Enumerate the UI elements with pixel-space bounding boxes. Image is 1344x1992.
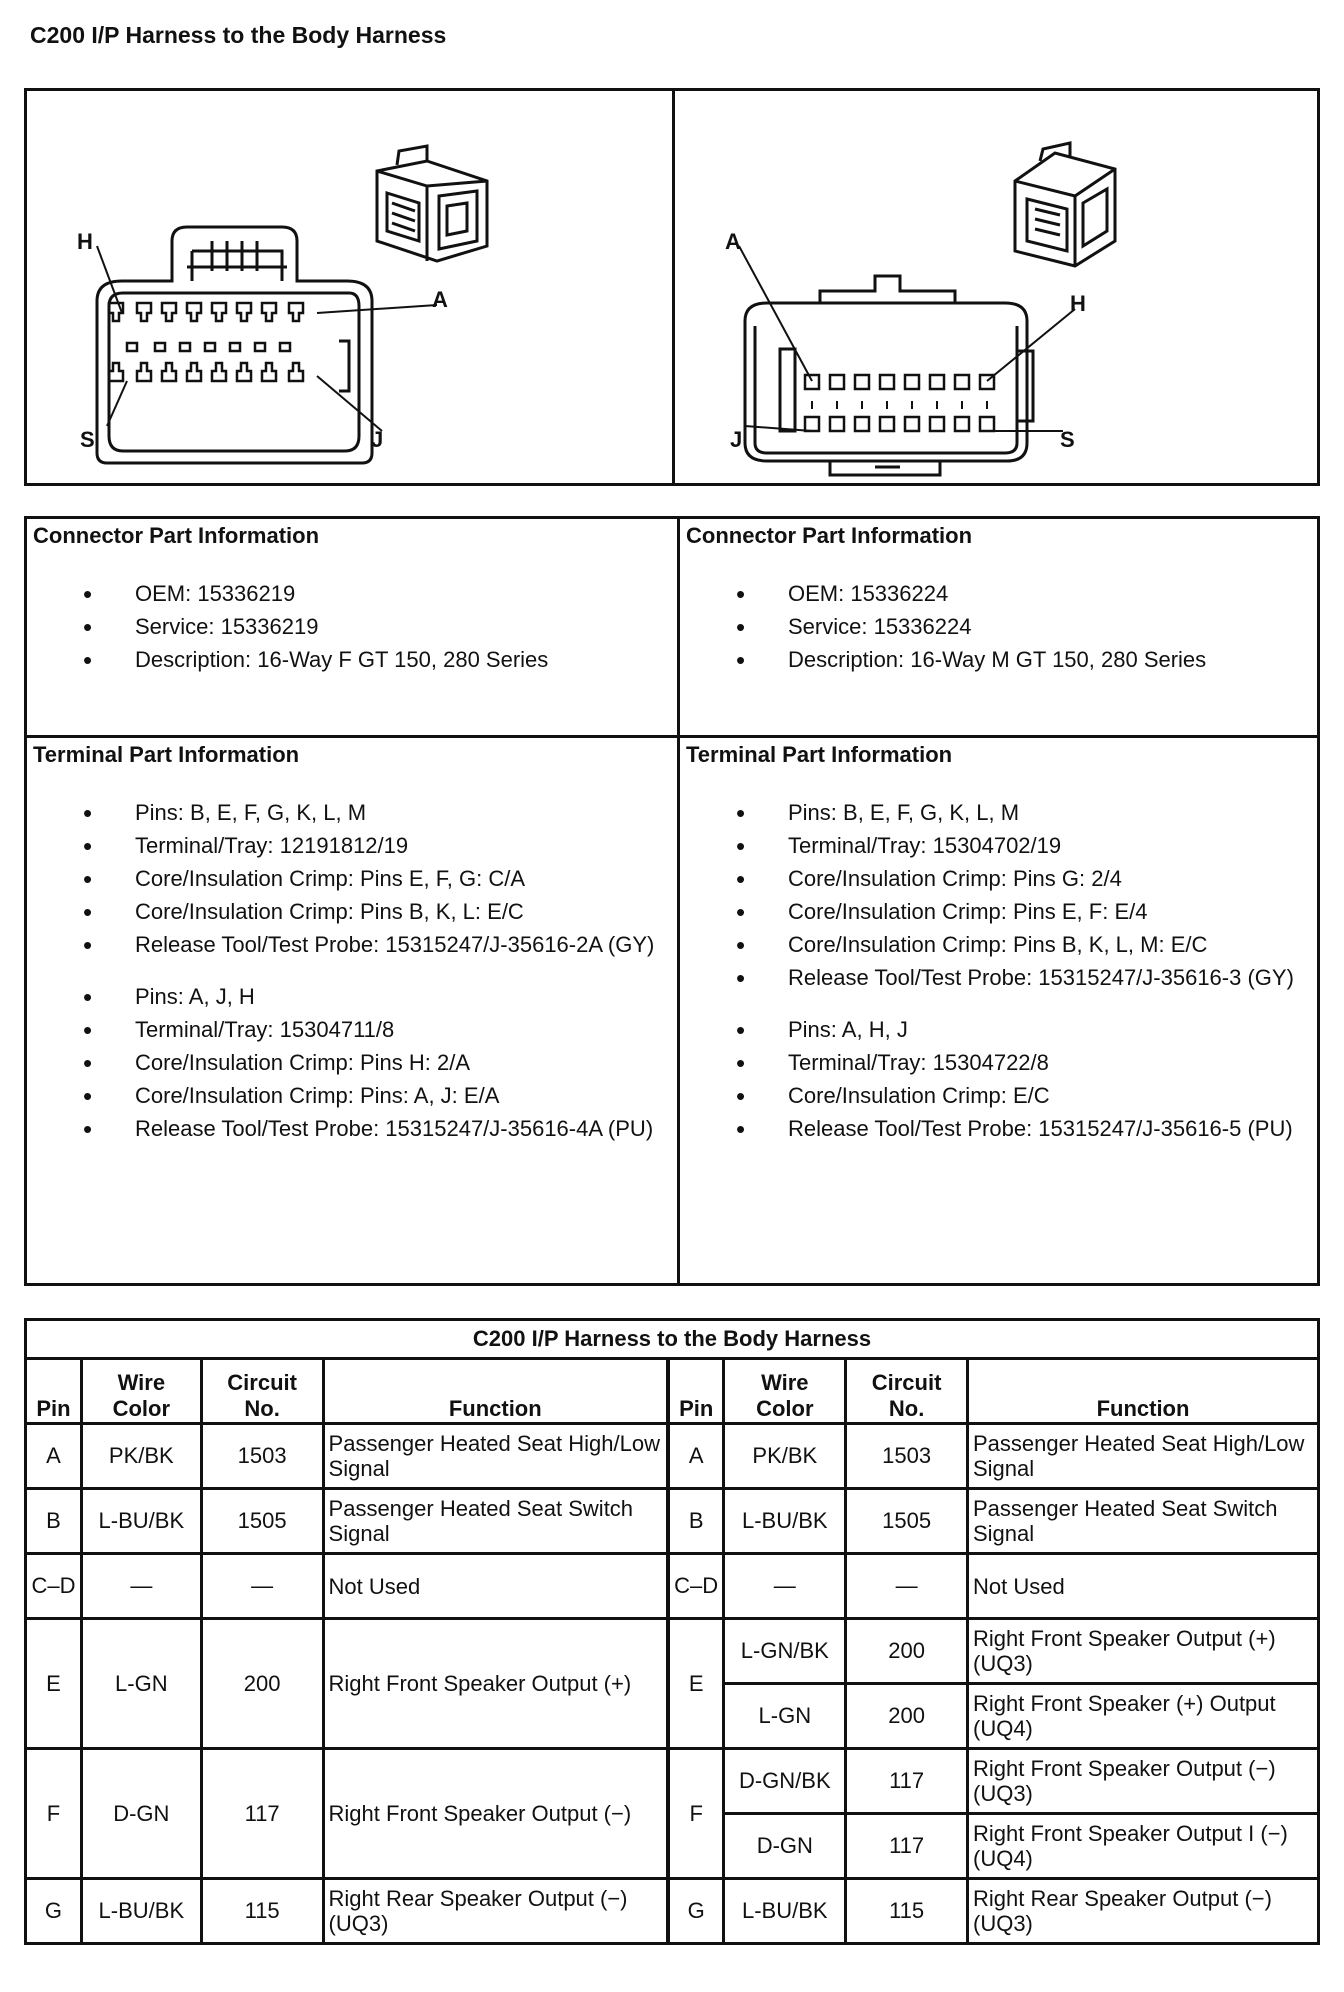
header-wire-color: Wire Color — [81, 1359, 201, 1424]
right-leader-lines — [739, 246, 1075, 431]
function-cell: Right Rear Speaker Output (−) (UQ3) — [968, 1879, 1319, 1944]
table-header-row — [26, 1359, 1319, 1424]
list-item: • Description: 16-Way F GT 150, 280 Series — [135, 647, 671, 673]
list-item: • OEM: 15336224 — [788, 581, 1314, 607]
terminal-info-left-group2 — [33, 984, 671, 1142]
function-cell: Not Used — [968, 1554, 1319, 1619]
function-cell: Right Front Speaker Output (+) (UQ3) — [968, 1619, 1319, 1684]
right-middle-row — [812, 401, 987, 409]
list-item: • Terminal/Tray: 15304711/8 — [135, 1017, 671, 1043]
left-top-row-terminals — [109, 303, 303, 321]
connector-info-right-list — [686, 581, 1314, 673]
pin-cell: F — [668, 1749, 724, 1879]
circuit-cell: 1505 — [846, 1489, 968, 1554]
list-item: • Core/Insulation Crimp: Pins B, K, L: E/C — [135, 899, 671, 925]
list-item: • Release Tool/Test Probe: 15315247/J-35616-4A (PU) — [135, 1116, 671, 1142]
right-label-bottom-right: S — [1060, 427, 1075, 452]
wire-color-cell: L-BU/BK — [724, 1489, 846, 1554]
wire-color-cell: L-BU/BK — [81, 1489, 201, 1554]
function-cell: Passenger Heated Seat High/Low Signal — [323, 1424, 668, 1489]
list-item: • Core/Insulation Crimp: Pins E, F: E/4 — [788, 899, 1314, 925]
pin-cell: G — [26, 1879, 82, 1944]
list-item: • Release Tool/Test Probe: 15315247/J-35616-5 (PU) — [788, 1116, 1314, 1142]
function-cell: Not Used — [323, 1554, 668, 1619]
terminal-info-left-group1 — [33, 800, 671, 958]
list-item: • Terminal/Tray: 12191812/19 — [135, 833, 671, 859]
circuit-cell: 115 — [846, 1879, 968, 1944]
wire-color-cell: PK/BK — [724, 1424, 846, 1489]
list-item: • Description: 16-Way M GT 150, 280 Series — [788, 647, 1314, 673]
table-caption: C200 I/P Harness to the Body Harness — [26, 1320, 1319, 1359]
left-label-bottom-left: S — [80, 427, 95, 452]
pin-cell: A — [668, 1424, 724, 1489]
function-cell: Passenger Heated Seat Switch Signal — [968, 1489, 1319, 1554]
header-function: Function — [968, 1359, 1319, 1424]
table-row — [26, 1554, 1319, 1619]
header-wire-color: Wire Color — [724, 1359, 846, 1424]
connector-info-right — [680, 519, 1320, 684]
pin-table — [24, 1318, 1320, 1945]
wire-color-cell: L-BU/BK — [81, 1879, 201, 1944]
circuit-cell: 200 — [846, 1684, 968, 1749]
right-connector-3d-view — [1015, 143, 1115, 266]
terminal-info-left — [27, 738, 677, 1153]
pin-cell: C–D — [668, 1554, 724, 1619]
function-cell: Right Front Speaker Output I (−) (UQ4) — [968, 1814, 1319, 1879]
list-item: • Service: 15336219 — [135, 614, 671, 640]
list-item: • Terminal/Tray: 15304722/8 — [788, 1050, 1314, 1076]
left-bottom-row-terminals — [109, 363, 303, 381]
header-circuit-no: Circuit No. — [201, 1359, 323, 1424]
circuit-cell: 117 — [201, 1749, 323, 1879]
table-row — [26, 1489, 1319, 1554]
circuit-cell: 1503 — [201, 1424, 323, 1489]
left-label-top-right: A — [432, 287, 448, 312]
table-row — [26, 1619, 1319, 1684]
right-label-top-left: A — [725, 229, 741, 254]
wire-color-cell: — — [724, 1554, 846, 1619]
list-item: • Pins: A, J, H — [135, 984, 671, 1010]
list-item: • Core/Insulation Crimp: E/C — [788, 1083, 1314, 1109]
connector-info-left-heading: Connector Part Information — [33, 523, 320, 548]
right-bottom-row-pins — [805, 417, 994, 431]
right-top-row-pins — [805, 375, 994, 389]
circuit-cell: 115 — [201, 1879, 323, 1944]
header-pin: Pin — [668, 1359, 724, 1424]
left-middle-row — [127, 343, 290, 351]
left-label-top-left: H — [77, 229, 93, 254]
circuit-cell: 117 — [846, 1749, 968, 1814]
list-item: • Core/Insulation Crimp: Pins E, F, G: C/A — [135, 866, 671, 892]
list-item: • Service: 15336224 — [788, 614, 1314, 640]
circuit-cell: 200 — [201, 1619, 323, 1749]
table-row — [26, 1749, 1319, 1814]
list-item: • Pins: B, E, F, G, K, L, M — [788, 800, 1314, 826]
header-function: Function — [323, 1359, 668, 1424]
terminal-info-right-group1 — [686, 800, 1314, 991]
table-row — [26, 1879, 1319, 1944]
left-connector-diagram — [27, 91, 672, 483]
pin-cell: E — [668, 1619, 724, 1749]
left-label-bottom-right: J — [371, 427, 384, 452]
function-cell: Right Front Speaker Output (−) — [323, 1749, 668, 1879]
terminal-info-right — [680, 738, 1320, 1153]
circuit-cell: 1505 — [201, 1489, 323, 1554]
wire-color-cell: D-GN/BK — [724, 1749, 846, 1814]
right-connector-diagram — [675, 91, 1320, 483]
list-item: • Core/Insulation Crimp: Pins H: 2/A — [135, 1050, 671, 1076]
pin-cell: G — [668, 1879, 724, 1944]
terminal-info-right-heading: Terminal Part Information — [686, 742, 953, 767]
circuit-cell: 117 — [846, 1814, 968, 1879]
list-item: • Core/Insulation Crimp: Pins G: 2/4 — [788, 866, 1314, 892]
function-cell: Right Rear Speaker Output (−) (UQ3) — [323, 1879, 668, 1944]
circuit-cell: 1503 — [846, 1424, 968, 1489]
right-label-bottom-left: J — [730, 427, 743, 452]
page-title: C200 I/P Harness to the Body Harness — [30, 22, 447, 48]
list-item: • Pins: A, H, J — [788, 1017, 1314, 1043]
function-cell: Passenger Heated Seat Switch Signal — [323, 1489, 668, 1554]
terminal-info-left-heading: Terminal Part Information — [33, 742, 300, 767]
pin-cell: B — [26, 1489, 82, 1554]
wire-color-cell: D-GN — [724, 1814, 846, 1879]
pin-cell: C–D — [26, 1554, 82, 1619]
left-leader-lines — [97, 246, 437, 431]
table-row — [26, 1424, 1319, 1489]
connector-info-left — [27, 519, 677, 684]
list-item: • Release Tool/Test Probe: 15315247/J-35616-3 (GY) — [788, 965, 1314, 991]
connector-info-left-list — [33, 581, 671, 673]
circuit-cell: 200 — [846, 1619, 968, 1684]
part-information-box — [24, 516, 1320, 1286]
wire-color-cell: PK/BK — [81, 1424, 201, 1489]
wire-color-cell: L-GN — [81, 1619, 201, 1749]
header-pin: Pin — [26, 1359, 82, 1424]
function-cell: Right Front Speaker Output (−) (UQ3) — [968, 1749, 1319, 1814]
function-cell: Passenger Heated Seat High/Low Signal — [968, 1424, 1319, 1489]
list-item: • OEM: 15336219 — [135, 581, 671, 607]
wire-color-cell: L-GN — [724, 1684, 846, 1749]
circuit-cell: — — [846, 1554, 968, 1619]
connector-info-right-heading: Connector Part Information — [686, 523, 973, 548]
list-item: • Core/Insulation Crimp: Pins: A, J: E/A — [135, 1083, 671, 1109]
header-circuit-no: Circuit No. — [846, 1359, 968, 1424]
wire-color-cell: L-BU/BK — [724, 1879, 846, 1944]
left-connector-3d-view — [377, 146, 487, 261]
right-label-top-right: H — [1070, 291, 1086, 316]
list-item: • Release Tool/Test Probe: 15315247/J-35616-2A (GY) — [135, 932, 671, 958]
circuit-cell: — — [201, 1554, 323, 1619]
wire-color-cell: — — [81, 1554, 201, 1619]
pin-cell: F — [26, 1749, 82, 1879]
function-cell: Right Front Speaker Output (+) — [323, 1619, 668, 1749]
function-cell: Right Front Speaker (+) Output (UQ4) — [968, 1684, 1319, 1749]
list-item: • Core/Insulation Crimp: Pins B, K, L, M: E/C — [788, 932, 1314, 958]
terminal-info-right-group2 — [686, 1017, 1314, 1142]
pin-cell: B — [668, 1489, 724, 1554]
list-item: • Terminal/Tray: 15304702/19 — [788, 833, 1314, 859]
wire-color-cell: D-GN — [81, 1749, 201, 1879]
list-item: • Pins: B, E, F, G, K, L, M — [135, 800, 671, 826]
connector-diagrams — [24, 88, 1320, 486]
pin-cell: E — [26, 1619, 82, 1749]
pin-cell: A — [26, 1424, 82, 1489]
wire-color-cell: L-GN/BK — [724, 1619, 846, 1684]
